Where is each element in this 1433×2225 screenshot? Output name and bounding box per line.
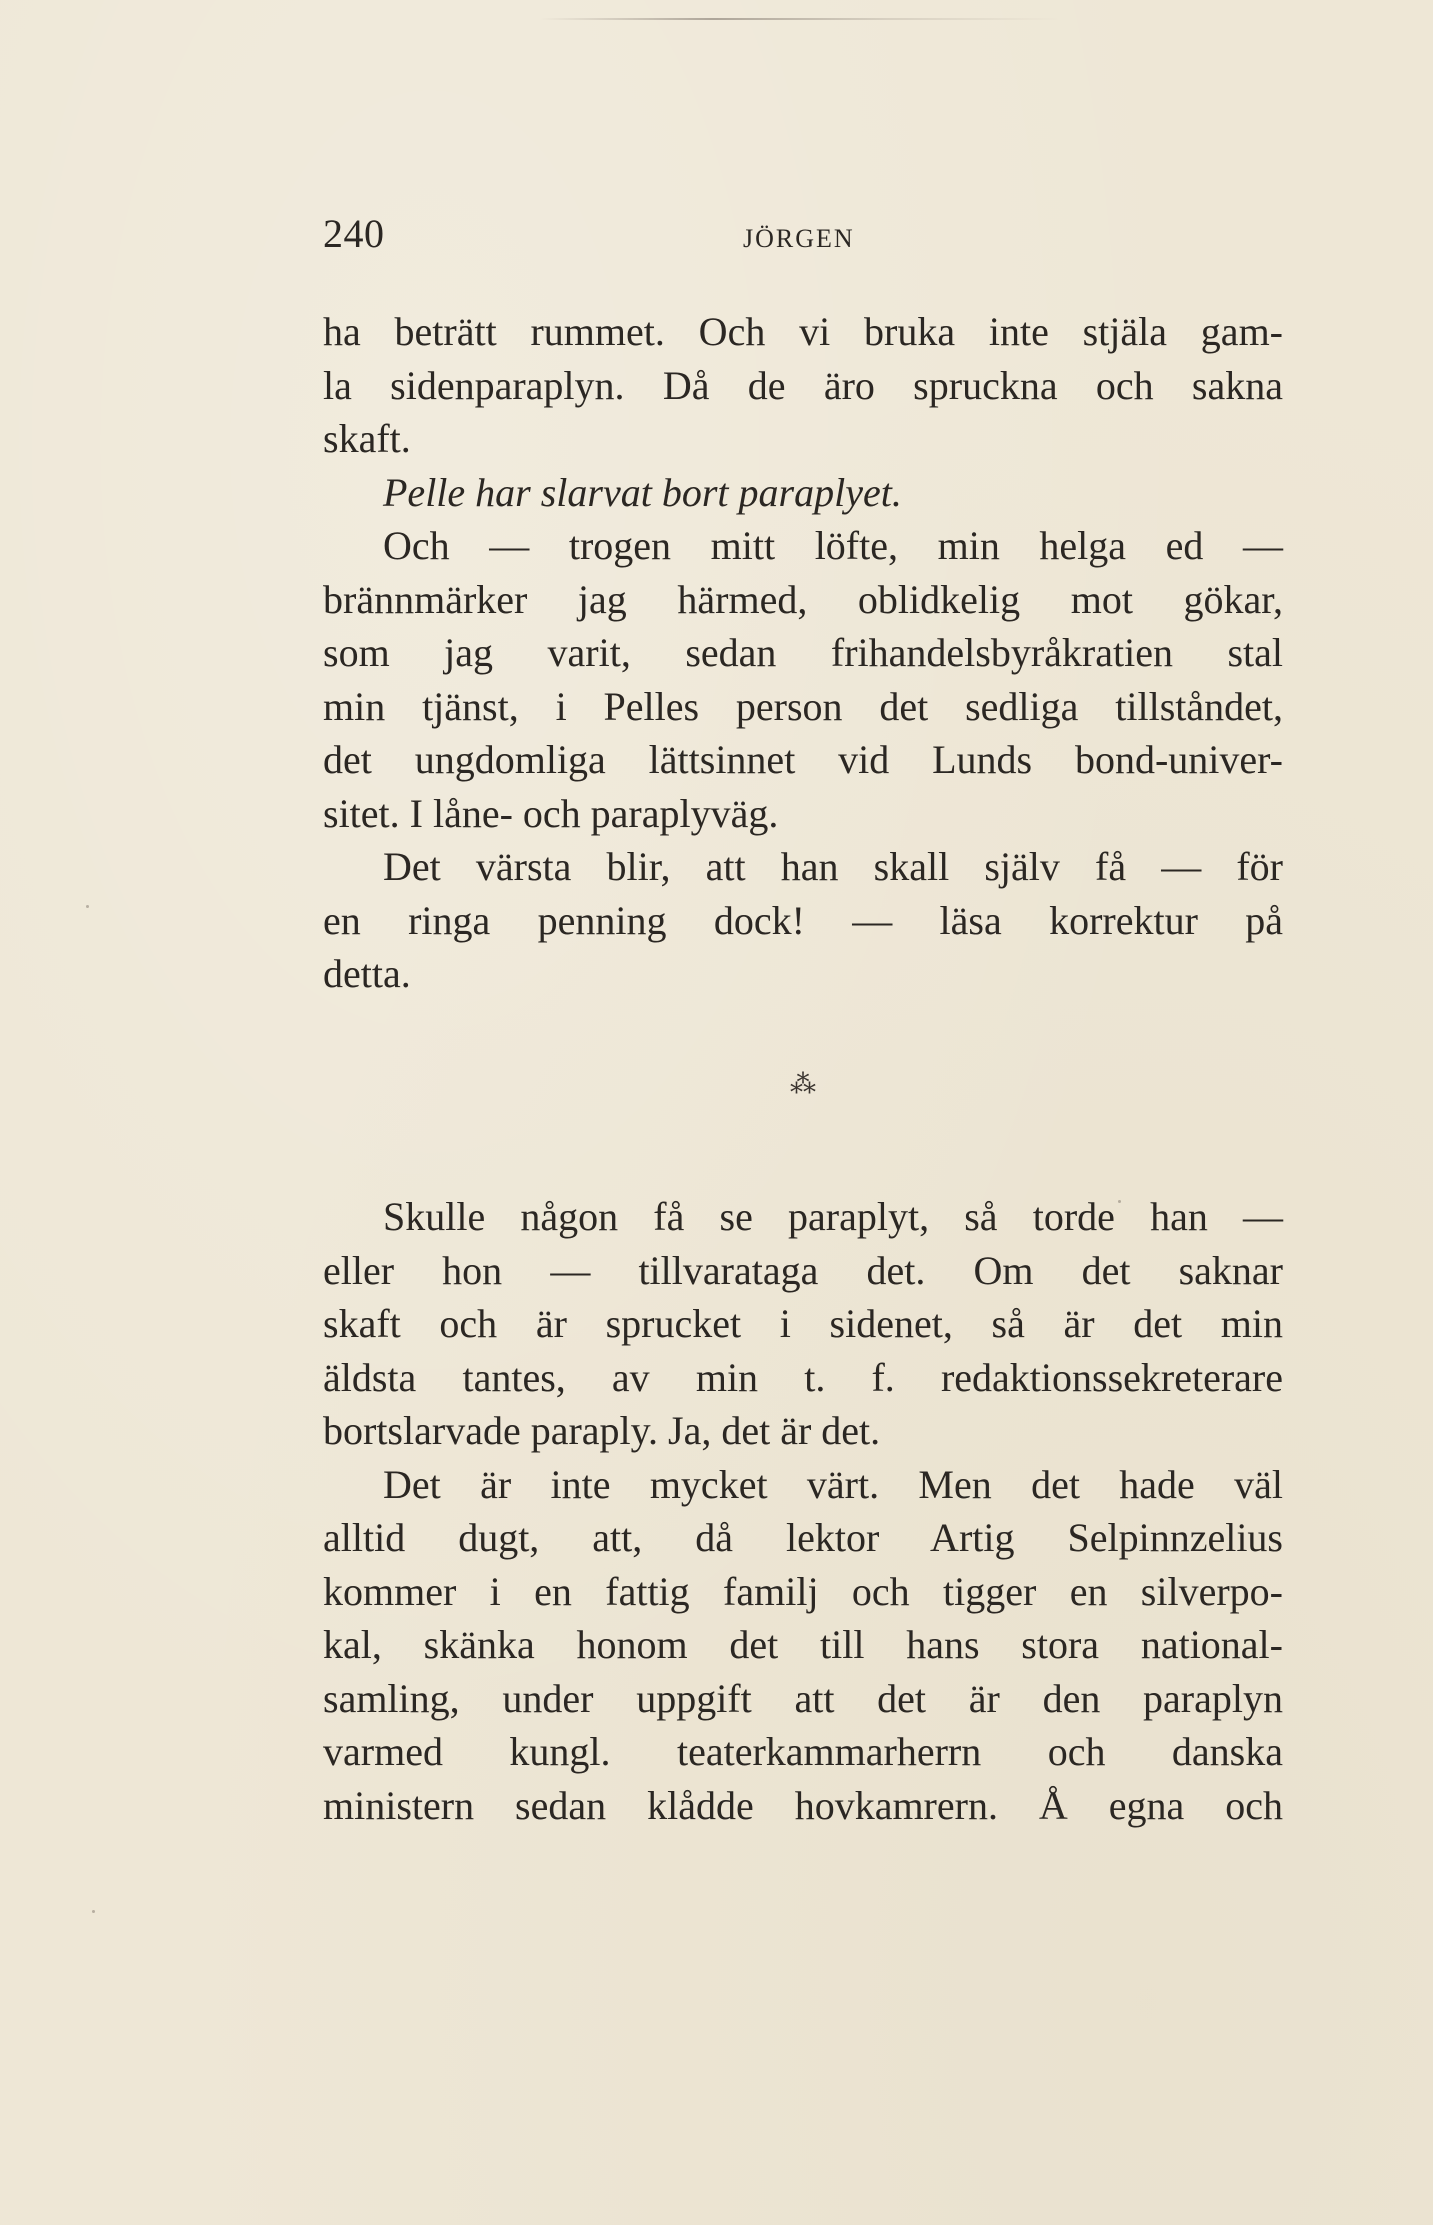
text-line: Det är inte mycket värt. Men det hade väl: [383, 1461, 1283, 1507]
text-line: alltid dugt, att, då lektor Artig Selpinnzelius: [323, 1515, 1283, 1560]
paper-speck: [86, 905, 89, 908]
text-line: detta.: [323, 951, 411, 996]
section-break-ornament: ⁂: [790, 1070, 816, 1099]
running-head: JÖRGEN: [743, 224, 855, 253]
text-line: äldsta tantes, av min t. f. redaktionssekreterare: [323, 1354, 1283, 1400]
text-line: brännmärker jag härmed, oblidkelig mot gökar,: [323, 576, 1283, 622]
text-line: som jag varit, sedan frihandelsbyråkratien stal: [323, 630, 1283, 675]
body-text-section-2: [323, 1190, 1283, 1832]
text-line: skaft.: [323, 416, 411, 461]
text-line: ministern sedan klådde hovkamrern. Å egna och: [323, 1782, 1283, 1828]
paper-speck: [92, 1910, 95, 1913]
paper-speck: [1118, 1200, 1121, 1203]
text-line: la sidenparaplyn. Då de äro spruckna och sakna: [323, 362, 1283, 408]
text-line: ha beträtt rummet. Och vi bruka inte stjäla gam-: [323, 309, 1283, 354]
page-top-edge-mark: [540, 18, 1060, 20]
text-line: bortslarvade paraply. Ja, det är det.: [323, 1408, 881, 1453]
text-line: eller hon — tillvarataga det. Om det saknar: [323, 1247, 1283, 1293]
text-line: Och — trogen mitt löfte, min helga ed —: [383, 523, 1283, 568]
text-line: det ungdomliga lättsinnet vid Lunds bond-univer-: [323, 737, 1283, 782]
text-line: varmed kungl. teaterkammarherrn och danska: [323, 1729, 1283, 1774]
page-header: [323, 210, 1283, 270]
text-line: Det värsta blir, att han skall själv få — för: [383, 844, 1283, 889]
text-line: samling, under uppgift att det är den paraplyn: [323, 1675, 1283, 1721]
text-line: Skulle någon få se paraplyt, så torde han —: [383, 1194, 1283, 1239]
text-line: kommer i en fattig familj och tigger en silverpo-: [323, 1568, 1283, 1614]
text-line: min tjänst, i Pelles person det sedliga tillståndet,: [323, 683, 1283, 729]
text-line: kal, skänka honom det till hans stora national-: [323, 1622, 1283, 1667]
text-line: en ringa penning dock! — läsa korrektur på: [323, 897, 1283, 943]
text-line-italic: Pelle har slarvat bort paraplyet.: [383, 469, 902, 515]
text-line: skaft och är sprucket i sidenet, så är det min: [323, 1301, 1283, 1346]
text-line: sitet. I låne- och paraplyväg.: [323, 790, 779, 836]
page-number: 240: [323, 211, 385, 256]
body-text-section-1: [323, 305, 1283, 1001]
